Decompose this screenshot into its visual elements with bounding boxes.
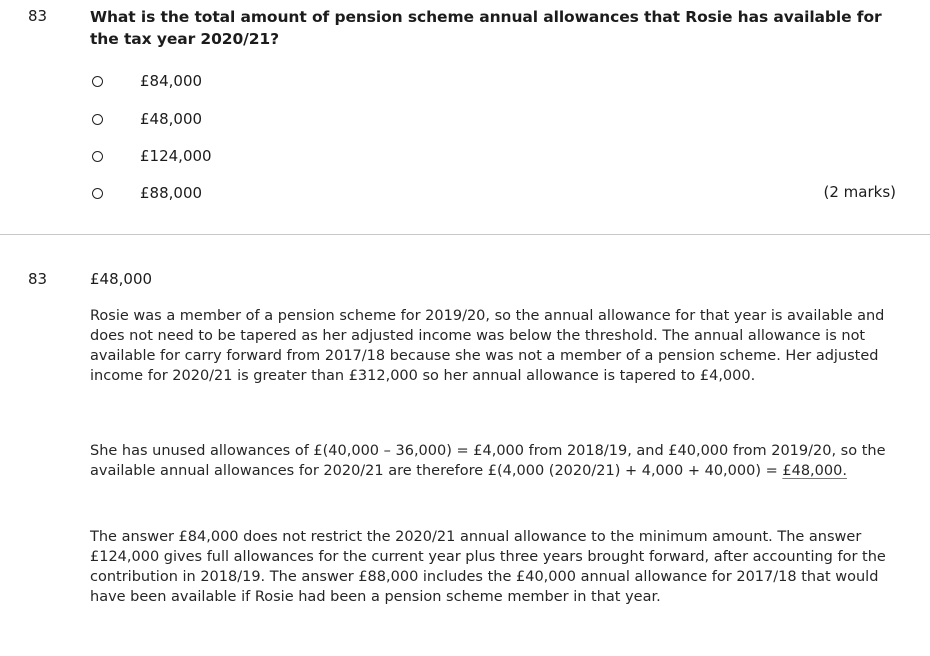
option-c[interactable]	[92, 145, 212, 167]
explanation-paragraph-2-text: She has unused allowances of £(40,000 – 36,000) = £4,000 from 2018/19, and £40,000 from 2019/20, so the available annual allowances for 2020/21 are therefore £(4,000 (2020/21) + 4,000 + 40,000) =	[90, 443, 886, 479]
option-label: £124,000	[140, 147, 212, 165]
explanation-paragraph-1: Rosie was a member of a pension scheme for 2019/20, so the annual allowance for that year is available and does not need to be tapered as her adjusted income was below the threshold. The annual allowance is not available for carry forward from 2017/18 because she was not a member of a pension scheme. Her adjusted income for 2020/21 is greater than £312,000 so her annual allowance is tapered to £4,000.	[90, 308, 885, 384]
final-answer-underlined: £48,000.	[782, 463, 847, 479]
explanation-paragraph-3: The answer £84,000 does not restrict the 2020/21 annual allowance to the minimum amount. The answer £124,000 gives full allowances for the current year plus three years brought forward, after accounting for the contribution in 2018/19. The answer £88,000 includes the £40,000 annual allowance for 2017/18 that would have been available if Rosie had been a pension scheme member in that year.	[90, 529, 886, 605]
section-divider	[0, 234, 930, 235]
option-d[interactable]	[92, 182, 202, 204]
answer-number: 83	[28, 270, 48, 288]
radio-button-icon[interactable]	[92, 188, 103, 199]
radio-button-icon[interactable]	[92, 76, 103, 87]
radio-button-icon[interactable]	[92, 114, 103, 125]
answer-heading: £48,000	[90, 270, 153, 288]
option-label: £48,000	[140, 110, 203, 128]
explanation-paragraph-2	[90, 441, 902, 481]
question-text: What is the total amount of pension scheme annual allowances that Rosie has available for the tax year 2020/21?	[90, 8, 882, 48]
option-a[interactable]	[92, 70, 202, 92]
option-label: £84,000	[140, 72, 203, 90]
question-number: 83	[28, 7, 48, 25]
option-label: £88,000	[140, 184, 203, 202]
option-b[interactable]	[92, 108, 202, 130]
marks-label: (2 marks)	[823, 183, 896, 201]
radio-button-icon[interactable]	[92, 151, 103, 162]
